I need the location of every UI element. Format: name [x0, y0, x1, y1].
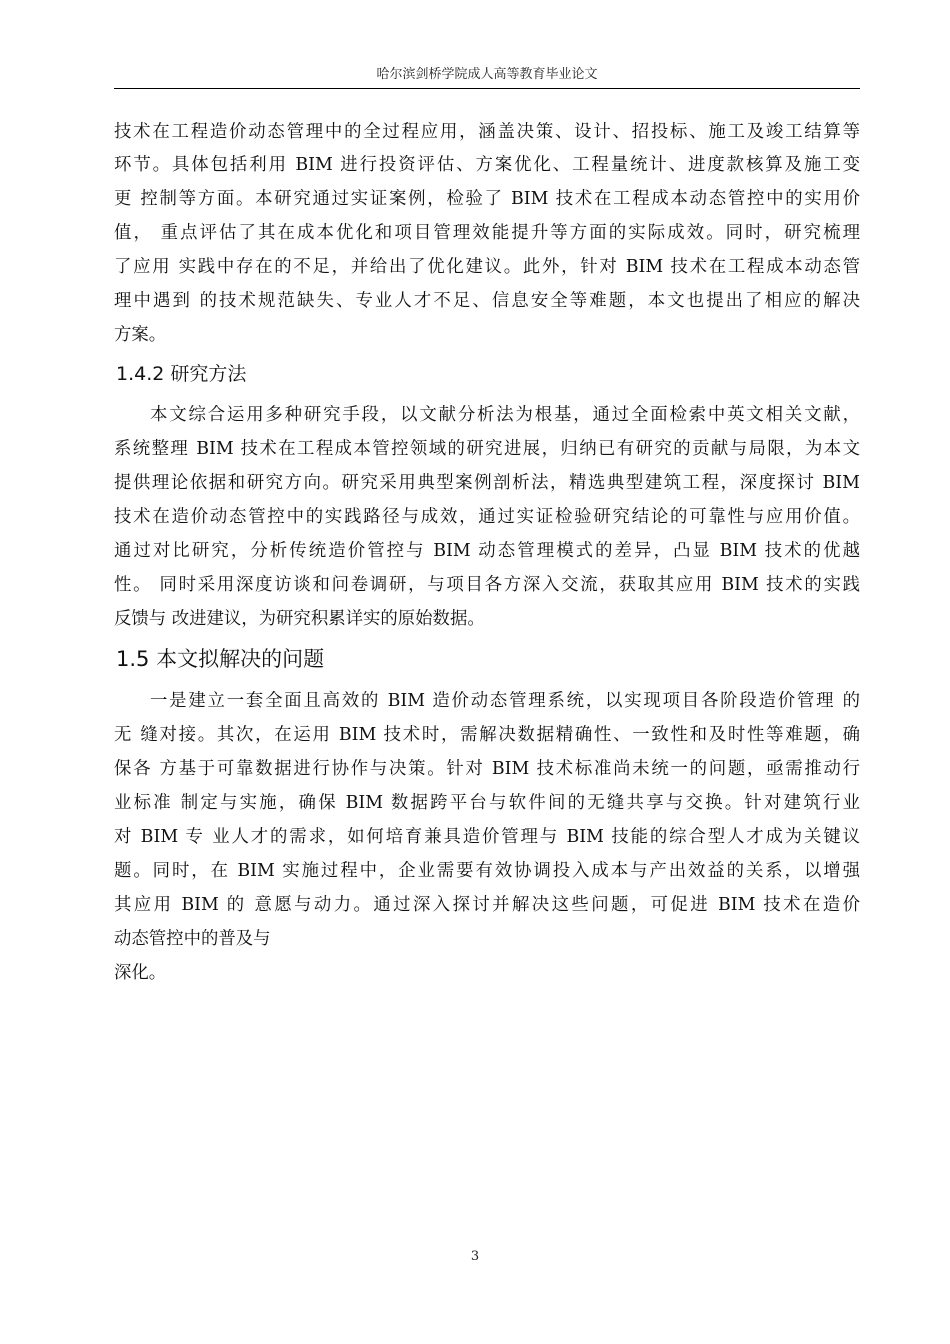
- body-line: 对 BIM 专 业人才的需求，如何培育兼具造价管理与 BIM 技能的综合型人才成为关键议: [114, 827, 860, 847]
- body-line: 一是建立一套全面且高效的 BIM 造价动态管理系统，以实现项目各阶段造价管理 的: [150, 691, 860, 711]
- body-line: 业标准 制定与实施，确保 BIM 数据跨平台与软件间的无缝共享与交换。针对建筑行业: [114, 793, 860, 813]
- body-line: 理中遇到 的技术规范缺失、专业人才不足、信息安全等难题，本文也提出了相应的解决: [114, 291, 860, 311]
- body-line: 方案。: [114, 325, 167, 345]
- body-line: 技术在工程造价动态管理中的全过程应用，涵盖决策、设计、招投标、施工及竣工结算等: [114, 122, 860, 142]
- body-line: 系统整理 BIM 技术在工程成本管控领域的研究进展，归纳已有研究的贡献与局限，为本文: [114, 439, 860, 459]
- body-line: 了应用 实践中存在的不足，并给出了优化建议。此外，针对 BIM 技术在工程成本动态管: [114, 257, 860, 277]
- body-line: 环节。具体包括利用 BIM 进行投资评估、方案优化、工程量统计、进度款核算及施工变: [114, 155, 860, 175]
- body-line: 反馈与 改进建议，为研究积累详实的原始数据。: [114, 609, 485, 629]
- body-line: 保各 方基于可靠数据进行协作与决策。针对 BIM 技术标准尚未统一的问题，亟需推动行: [114, 759, 860, 779]
- body-line: 性。 同时采用深度访谈和问卷调研，与项目各方深入交流，获取其应用 BIM 技术的实践: [114, 575, 860, 595]
- body-line: 深化。: [114, 963, 167, 983]
- body-line: 技术在造价动态管控中的实践路径与成效，通过实证检验研究结论的可靠性与应用价值。: [114, 507, 860, 527]
- header-divider: [114, 88, 860, 89]
- body-line: 通过对比研究，分析传统造价管控与 BIM 动态管理模式的差异，凸显 BIM 技术的优越: [114, 541, 860, 561]
- page-number: 3: [470, 1249, 480, 1264]
- section-heading: 1.4.2 研究方法: [116, 363, 247, 385]
- section-heading: 1.5 本文拟解决的问题: [116, 647, 325, 671]
- body-line: 题。同时，在 BIM 实施过程中，企业需要有效协调投入成本与产出效益的关系，以增强: [114, 861, 860, 881]
- body-line: 其应用 BIM 的 意愿与动力。通过深入探讨并解决这些问题，可促进 BIM 技术在造价: [114, 895, 860, 915]
- running-header: 哈尔滨剑桥学院成人高等教育毕业论文: [376, 67, 598, 82]
- body-line: 动态管控中的普及与: [114, 929, 271, 949]
- body-line: 值， 重点评估了其在成本优化和项目管理效能提升等方面的实际成效。同时，研究梳理: [114, 223, 860, 243]
- body-line: 更 控制等方面。本研究通过实证案例，检验了 BIM 技术在工程成本动态管控中的实用价: [114, 189, 860, 209]
- body-line: 本文综合运用多种研究手段，以文献分析法为根基，通过全面检索中英文相关文献，: [150, 405, 860, 425]
- body-line: 无 缝对接。其次，在运用 BIM 技术时，需解决数据精确性、一致性和及时性等难题，确: [114, 725, 860, 745]
- body-line: 提供理论依据和研究方向。研究采用典型案例剖析法，精选典型建筑工程，深度探讨 BIM: [114, 473, 860, 493]
